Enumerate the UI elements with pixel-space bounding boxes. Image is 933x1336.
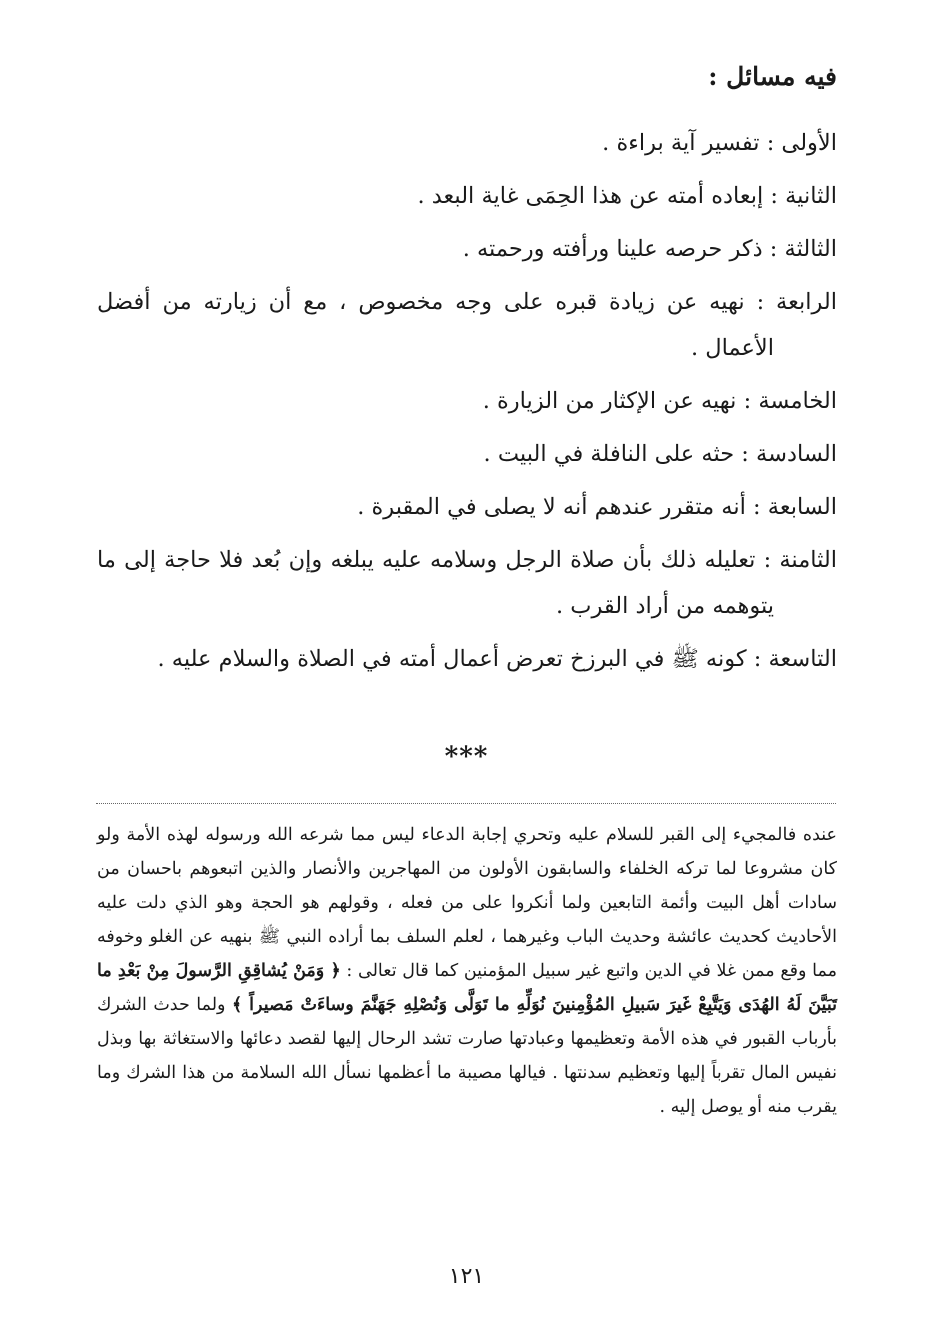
section-heading: فيه مسائل : bbox=[708, 62, 837, 91]
issue-label: الثانية : bbox=[770, 183, 837, 209]
issue-text: حثه على النافلة في البيت . bbox=[483, 441, 735, 467]
issues-list bbox=[97, 120, 837, 689]
issue-label: الخامسة : bbox=[743, 388, 837, 414]
footnote-text: عنده فالمجيء إلى القبر للسلام عليه وتحري إجابة الدعاء ليس مما شرعه الله ورسوله لهذه الأمة ولو كان مشروعا لما تركه الخلفاء والسابقون الأولون من المهاجرين والأنصار والذين اتبعوهم باحسان من سادات أهل البيت وأئمة التابعين ولما أنكروا على من فعله ، وقولهم هو الحجة وهو الذي دلت عليه الأحاديث كحديث عائشة وحديث الباب وغيرهما ، لعلم السلف بما أراده النبي ﷺ بنهيه عن الغلو وخوفه مما وقع ممن غلا في الدين واتبع غير سبيل المؤمنين كما قال تعالى : bbox=[97, 825, 837, 981]
issue-text: أنه متقرر عندهم أنه لا يصلى في المقبرة . bbox=[357, 494, 746, 520]
footnote-text-continued: ولما حدث الشرك بأرباب القبور في هذه الأمة وتعظيمها وعبادتها صارت تشد الرحال إليها لقصد دعائها والاستغاثة بها وبذل نفيس المال تقرباً إليها وتعظيم سدنتها . فيالها مصيبة ما أعظمها نسأل الله السلامة من هذا الشرك وما يقرب منه أو يوصل إليه . bbox=[97, 995, 837, 1117]
issue-text: إبعاده أمته عن هذا الحِمَى غاية البعد . bbox=[417, 183, 764, 209]
issue-label: التاسعة : bbox=[753, 646, 837, 672]
issue-item bbox=[97, 173, 837, 219]
issue-text: كونه ﷺ في البرزخ تعرض أعمال أمته في الصلاة والسلام عليه . bbox=[157, 646, 747, 672]
issue-item bbox=[97, 636, 837, 682]
issue-item bbox=[97, 431, 837, 477]
issue-text: تعليله ذلك بأن صلاة الرجل وسلامه عليه يبلغه وإن بُعد فلا حاجة إلى ما يتوهمه من أراد القرب . bbox=[97, 547, 774, 619]
issue-label: الرابعة : bbox=[756, 289, 838, 315]
quran-verse: ﴿ وَمَنْ يُشاقِقِ الرَّسولَ مِنْ بَعْدِ ما تَبَيَّنَ لَهُ الهُدَى وَيَتَّبِعْ غَيرَ سَبيلِ المُؤْمِنينَ نُوَلِّهِ ما تَوَلَّى وَنُصْلِهِ جَهَنَّمَ وساءَتْ مَصيراً ﴾ bbox=[97, 961, 837, 1015]
issue-label: السادسة : bbox=[741, 441, 837, 467]
footnote bbox=[97, 818, 837, 1124]
section-separator: *** bbox=[444, 742, 489, 772]
issue-item bbox=[97, 226, 837, 272]
issue-label: السابعة : bbox=[753, 494, 837, 520]
issue-text: ذكر حرصه علينا ورأفته ورحمته . bbox=[462, 236, 763, 262]
issue-label: الأولى : bbox=[766, 130, 837, 156]
issue-item bbox=[97, 120, 837, 166]
issue-text: نهيه عن زيادة قبره على وجه مخصوص ، مع أن زيارته من أفضل الأعمال . bbox=[97, 289, 774, 361]
issue-text: تفسير آية براءة . bbox=[602, 130, 760, 156]
issue-item bbox=[97, 279, 837, 371]
issue-item bbox=[97, 537, 837, 629]
issue-label: الثالثة : bbox=[769, 236, 837, 262]
issue-item bbox=[97, 378, 837, 424]
footnote-divider bbox=[96, 803, 836, 804]
issue-label: الثامنة : bbox=[763, 547, 838, 573]
issue-text: نهيه عن الإكثار من الزيارة . bbox=[482, 388, 737, 414]
page-number: ١٢١ bbox=[448, 1264, 485, 1289]
issue-item bbox=[97, 484, 837, 530]
